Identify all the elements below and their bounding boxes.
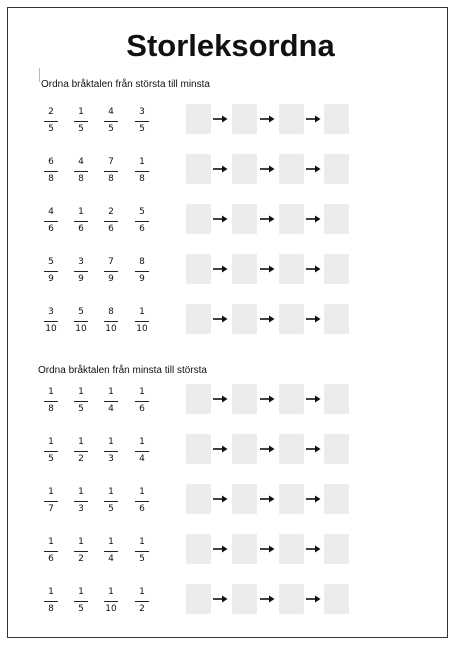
- fraction-denominator: 2: [78, 554, 84, 564]
- fraction-numerator: 1: [78, 437, 84, 447]
- answer-box[interactable]: [324, 534, 349, 564]
- answer-box[interactable]: [186, 254, 211, 284]
- arrow-right-icon: [305, 444, 321, 454]
- exercise-row: [0, 586, 461, 622]
- arrow-right-icon: [305, 594, 321, 604]
- fraction: [104, 206, 118, 236]
- fraction-bar: [104, 601, 118, 602]
- fraction-bar: [104, 501, 118, 502]
- fraction-denominator: 7: [48, 504, 54, 514]
- arrow-right-icon: [259, 214, 275, 224]
- fraction-numerator: 2: [48, 107, 54, 117]
- fraction-numerator: 1: [78, 207, 84, 217]
- exercise-row: [0, 536, 461, 572]
- fraction: [44, 256, 58, 286]
- fraction-bar: [135, 601, 149, 602]
- fraction: [135, 386, 149, 416]
- fraction-denominator: 8: [139, 174, 145, 184]
- fraction: [104, 536, 118, 566]
- arrow-right-icon: [259, 494, 275, 504]
- answer-box[interactable]: [186, 434, 211, 464]
- arrow-right-icon: [305, 114, 321, 124]
- arrow-right-icon: [305, 214, 321, 224]
- answer-box[interactable]: [279, 204, 304, 234]
- fraction-bar: [44, 451, 58, 452]
- fraction-denominator: 10: [136, 324, 148, 334]
- answer-box[interactable]: [279, 534, 304, 564]
- fraction-numerator: 1: [139, 307, 145, 317]
- fraction-denominator: 8: [78, 174, 84, 184]
- fraction: [44, 306, 58, 336]
- fraction-numerator: 7: [108, 157, 114, 167]
- fraction-denominator: 6: [108, 224, 114, 234]
- arrow-right-icon: [259, 314, 275, 324]
- fraction: [74, 386, 88, 416]
- fraction-bar: [135, 451, 149, 452]
- fraction-denominator: 4: [108, 554, 114, 564]
- answer-box[interactable]: [279, 384, 304, 414]
- arrow-right-icon: [305, 314, 321, 324]
- answer-box[interactable]: [279, 104, 304, 134]
- arrow-right-icon: [259, 114, 275, 124]
- arrow-right-icon: [305, 264, 321, 274]
- answer-box[interactable]: [324, 254, 349, 284]
- arrow-right-icon: [259, 594, 275, 604]
- fraction-bar: [104, 321, 118, 322]
- arrow-right-icon: [212, 444, 228, 454]
- fraction-bar: [135, 321, 149, 322]
- fraction: [135, 436, 149, 466]
- fraction-denominator: 5: [78, 404, 84, 414]
- fraction-bar: [104, 121, 118, 122]
- fraction: [135, 156, 149, 186]
- answer-box[interactable]: [279, 254, 304, 284]
- fraction-denominator: 6: [139, 404, 145, 414]
- fraction-bar: [104, 401, 118, 402]
- fraction-numerator: 1: [108, 587, 114, 597]
- fraction: [104, 386, 118, 416]
- fraction-numerator: 8: [139, 257, 145, 267]
- fraction-numerator: 3: [48, 307, 54, 317]
- fraction: [44, 386, 58, 416]
- fraction-numerator: 1: [108, 487, 114, 497]
- fraction: [104, 256, 118, 286]
- fraction-denominator: 10: [45, 324, 57, 334]
- answer-box[interactable]: [279, 484, 304, 514]
- fraction-denominator: 3: [108, 454, 114, 464]
- answer-box[interactable]: [324, 384, 349, 414]
- fraction-denominator: 8: [108, 174, 114, 184]
- answer-box[interactable]: [186, 484, 211, 514]
- fraction: [135, 106, 149, 136]
- arrow-right-icon: [259, 394, 275, 404]
- fraction: [74, 256, 88, 286]
- worksheet-title: Storleksordna: [126, 28, 335, 63]
- fraction: [104, 156, 118, 186]
- fraction-numerator: 1: [48, 437, 54, 447]
- answer-box[interactable]: [279, 584, 304, 614]
- answer-box[interactable]: [186, 534, 211, 564]
- fraction-bar: [44, 121, 58, 122]
- answer-box[interactable]: [279, 154, 304, 184]
- fraction-denominator: 2: [139, 604, 145, 614]
- answer-box[interactable]: [324, 484, 349, 514]
- fraction-denominator: 5: [48, 454, 54, 464]
- arrow-right-icon: [305, 494, 321, 504]
- fraction-bar: [135, 401, 149, 402]
- answer-box[interactable]: [324, 584, 349, 614]
- fraction-numerator: 1: [139, 587, 145, 597]
- fraction: [104, 106, 118, 136]
- fraction-bar: [74, 401, 88, 402]
- fraction-denominator: 10: [105, 324, 117, 334]
- fraction-denominator: 2: [78, 454, 84, 464]
- answer-box[interactable]: [232, 534, 257, 564]
- answer-box[interactable]: [324, 434, 349, 464]
- fraction-bar: [74, 551, 88, 552]
- answer-box[interactable]: [279, 434, 304, 464]
- fraction-denominator: 6: [139, 224, 145, 234]
- fraction-denominator: 5: [48, 124, 54, 134]
- answer-box[interactable]: [186, 154, 211, 184]
- fraction-denominator: 5: [108, 124, 114, 134]
- fraction: [135, 306, 149, 336]
- fraction-bar: [74, 501, 88, 502]
- exercise-row: [0, 156, 461, 192]
- answer-box[interactable]: [324, 204, 349, 234]
- fraction: [74, 436, 88, 466]
- fraction-numerator: 1: [139, 437, 145, 447]
- fraction: [135, 256, 149, 286]
- fraction-numerator: 1: [78, 587, 84, 597]
- fraction: [44, 156, 58, 186]
- fraction-bar: [135, 221, 149, 222]
- fraction-numerator: 1: [78, 487, 84, 497]
- fraction-bar: [104, 451, 118, 452]
- answer-box[interactable]: [324, 154, 349, 184]
- fraction: [135, 586, 149, 616]
- exercise-row: [0, 106, 461, 142]
- fraction-numerator: 6: [48, 157, 54, 167]
- answer-box[interactable]: [232, 104, 257, 134]
- fraction: [74, 586, 88, 616]
- fraction-bar: [74, 171, 88, 172]
- arrow-right-icon: [212, 494, 228, 504]
- fraction: [74, 206, 88, 236]
- fraction-numerator: 1: [48, 537, 54, 547]
- fraction-numerator: 1: [78, 107, 84, 117]
- instruction-smallest-to-largest: Ordna bråktalen från minsta till största: [38, 365, 207, 376]
- fraction-numerator: 1: [108, 387, 114, 397]
- fraction-numerator: 1: [108, 537, 114, 547]
- answer-box[interactable]: [324, 104, 349, 134]
- arrow-right-icon: [305, 544, 321, 554]
- fraction-denominator: 9: [78, 274, 84, 284]
- answer-box[interactable]: [186, 204, 211, 234]
- fraction: [135, 206, 149, 236]
- fraction-numerator: 3: [139, 107, 145, 117]
- fraction-bar: [74, 451, 88, 452]
- fraction-bar: [44, 321, 58, 322]
- fraction-bar: [44, 501, 58, 502]
- fraction-denominator: 6: [48, 224, 54, 234]
- fraction: [44, 206, 58, 236]
- answer-box[interactable]: [186, 584, 211, 614]
- arrow-right-icon: [259, 544, 275, 554]
- fraction-denominator: 9: [108, 274, 114, 284]
- fraction-numerator: 1: [78, 387, 84, 397]
- exercise-row: [0, 256, 461, 292]
- fraction-bar: [44, 171, 58, 172]
- fraction-bar: [104, 551, 118, 552]
- exercise-row: [0, 436, 461, 472]
- fraction-numerator: 3: [78, 257, 84, 267]
- exercise-row: [0, 486, 461, 522]
- fraction-denominator: 5: [139, 124, 145, 134]
- fraction-bar: [44, 221, 58, 222]
- fraction-denominator: 4: [108, 404, 114, 414]
- fraction-numerator: 1: [78, 537, 84, 547]
- arrow-right-icon: [212, 114, 228, 124]
- instruction-largest-to-smallest: Ordna bråktalen från största till minsta: [41, 79, 210, 90]
- fraction-bar: [74, 321, 88, 322]
- fraction: [74, 306, 88, 336]
- fraction-bar: [44, 271, 58, 272]
- arrow-right-icon: [305, 394, 321, 404]
- fraction-bar: [135, 171, 149, 172]
- margin-mark: [39, 68, 40, 82]
- fraction-bar: [74, 121, 88, 122]
- fraction: [74, 156, 88, 186]
- answer-box[interactable]: [186, 104, 211, 134]
- fraction-numerator: 4: [48, 207, 54, 217]
- fraction-denominator: 8: [48, 174, 54, 184]
- fraction-bar: [74, 601, 88, 602]
- fraction-denominator: 10: [75, 324, 87, 334]
- fraction-bar: [135, 271, 149, 272]
- fraction-numerator: 1: [139, 157, 145, 167]
- answer-box[interactable]: [232, 434, 257, 464]
- fraction-denominator: 8: [48, 404, 54, 414]
- arrow-right-icon: [212, 314, 228, 324]
- fraction: [104, 436, 118, 466]
- arrow-right-icon: [212, 394, 228, 404]
- answer-box[interactable]: [232, 384, 257, 414]
- arrow-right-icon: [212, 164, 228, 174]
- exercise-row: [0, 386, 461, 422]
- answer-box[interactable]: [232, 254, 257, 284]
- fraction-numerator: 1: [48, 587, 54, 597]
- arrow-right-icon: [212, 594, 228, 604]
- arrow-right-icon: [259, 164, 275, 174]
- fraction-numerator: 1: [139, 537, 145, 547]
- fraction-denominator: 6: [139, 504, 145, 514]
- fraction-denominator: 10: [105, 604, 117, 614]
- fraction: [74, 536, 88, 566]
- fraction-bar: [74, 221, 88, 222]
- fraction-bar: [104, 221, 118, 222]
- fraction-numerator: 7: [108, 257, 114, 267]
- fraction-bar: [44, 601, 58, 602]
- fraction-numerator: 1: [48, 387, 54, 397]
- answer-box[interactable]: [232, 584, 257, 614]
- answer-box[interactable]: [186, 304, 211, 334]
- arrow-right-icon: [305, 164, 321, 174]
- arrow-right-icon: [212, 214, 228, 224]
- fraction: [104, 586, 118, 616]
- answer-box[interactable]: [324, 304, 349, 334]
- fraction: [44, 536, 58, 566]
- fraction-numerator: 1: [48, 487, 54, 497]
- fraction-denominator: 9: [48, 274, 54, 284]
- fraction-denominator: 5: [78, 124, 84, 134]
- answer-box[interactable]: [232, 204, 257, 234]
- answer-box[interactable]: [232, 484, 257, 514]
- fraction: [44, 486, 58, 516]
- fraction: [104, 306, 118, 336]
- fraction-numerator: 5: [48, 257, 54, 267]
- fraction-bar: [104, 171, 118, 172]
- fraction: [44, 436, 58, 466]
- fraction-bar: [44, 401, 58, 402]
- exercise-row: [0, 306, 461, 342]
- fraction-denominator: 5: [78, 604, 84, 614]
- fraction: [74, 106, 88, 136]
- fraction: [135, 486, 149, 516]
- fraction: [135, 536, 149, 566]
- fraction-numerator: 4: [108, 107, 114, 117]
- answer-box[interactable]: [232, 154, 257, 184]
- fraction-numerator: 4: [78, 157, 84, 167]
- answer-box[interactable]: [232, 304, 257, 334]
- fraction: [74, 486, 88, 516]
- answer-box[interactable]: [279, 304, 304, 334]
- fraction-denominator: 6: [48, 554, 54, 564]
- arrow-right-icon: [259, 264, 275, 274]
- fraction-numerator: 1: [108, 437, 114, 447]
- fraction-denominator: 3: [78, 504, 84, 514]
- fraction-numerator: 5: [139, 207, 145, 217]
- arrow-right-icon: [212, 264, 228, 274]
- arrow-right-icon: [259, 444, 275, 454]
- fraction-numerator: 2: [108, 207, 114, 217]
- fraction: [104, 486, 118, 516]
- fraction-bar: [135, 551, 149, 552]
- fraction-bar: [44, 551, 58, 552]
- fraction: [44, 586, 58, 616]
- fraction-denominator: 9: [139, 274, 145, 284]
- fraction-denominator: 4: [139, 454, 145, 464]
- fraction-bar: [135, 121, 149, 122]
- fraction-denominator: 5: [139, 554, 145, 564]
- fraction: [44, 106, 58, 136]
- fraction-bar: [104, 271, 118, 272]
- fraction-numerator: 8: [108, 307, 114, 317]
- exercise-row: [0, 206, 461, 242]
- fraction-bar: [135, 501, 149, 502]
- fraction-denominator: 5: [108, 504, 114, 514]
- fraction-denominator: 8: [48, 604, 54, 614]
- answer-box[interactable]: [186, 384, 211, 414]
- arrow-right-icon: [212, 544, 228, 554]
- fraction-numerator: 1: [139, 487, 145, 497]
- fraction-numerator: 1: [139, 387, 145, 397]
- fraction-bar: [74, 271, 88, 272]
- fraction-numerator: 5: [78, 307, 84, 317]
- fraction-denominator: 6: [78, 224, 84, 234]
